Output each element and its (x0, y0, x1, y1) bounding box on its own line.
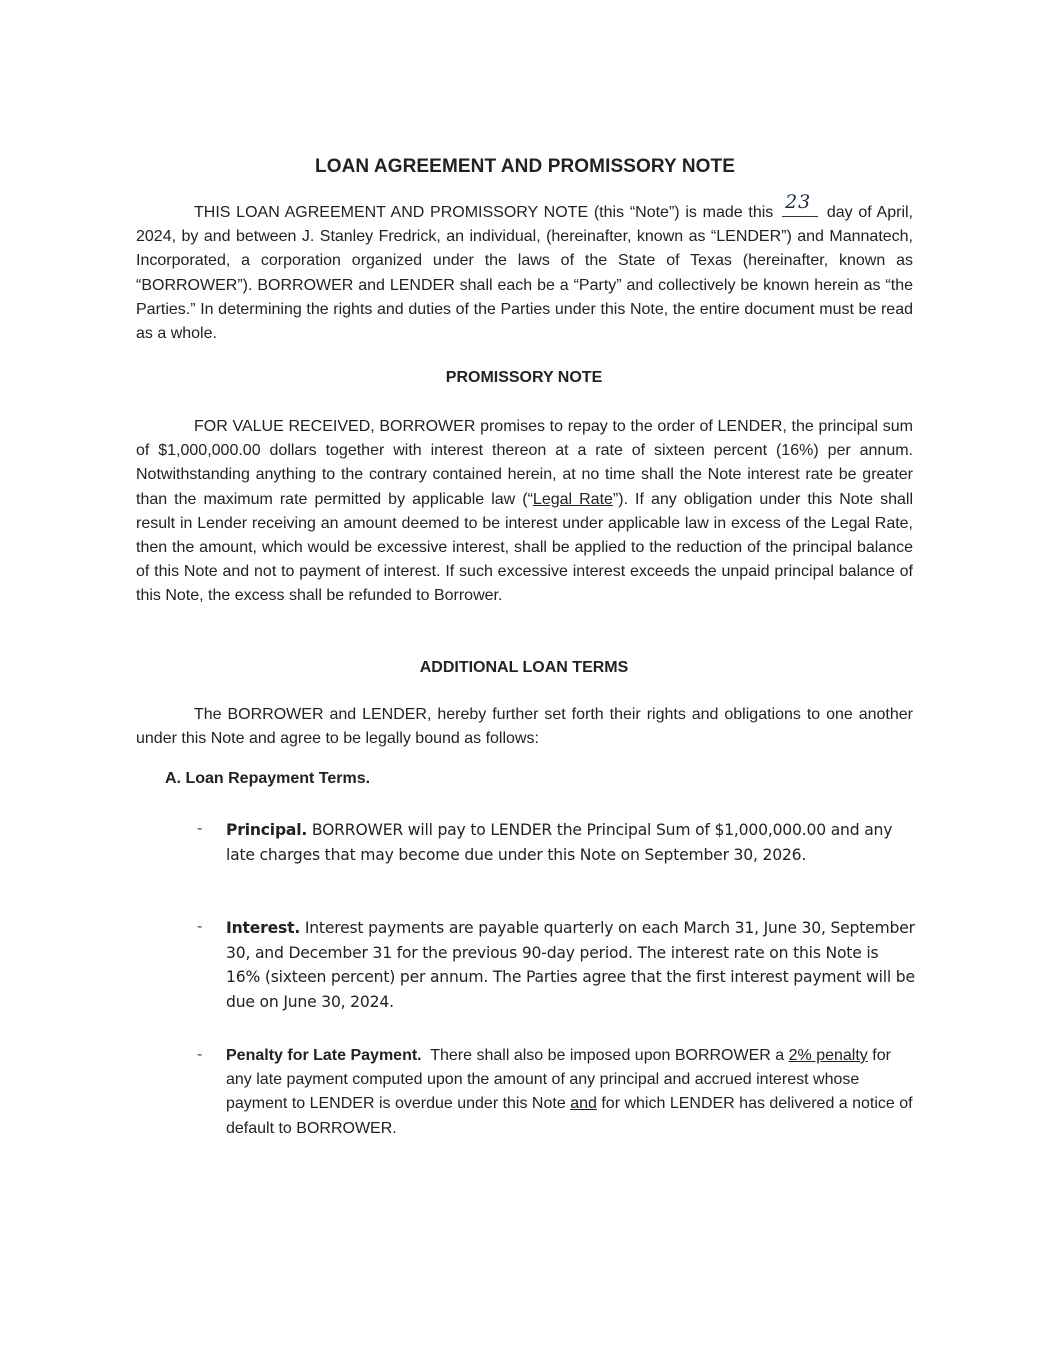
interest-item (226, 916, 916, 1014)
interest-text: Interest payments are payable quarterly on each March 31, June 30, September 30, and December 31 for the previous 90-day period. The interest rate on this Note is 16% (sixteen percent) per annum. The Parties agree that the first interest payment will be due on June 30, 2024. (226, 919, 915, 1011)
interest-label: Interest. (226, 919, 301, 937)
section-a-heading: A. Loan Repayment Terms. (165, 770, 371, 787)
additional-loan-terms-heading: ADDITIONAL LOAN TERMS (419, 659, 629, 676)
additional-intro-text: The BORROWER and LENDER, hereby further set forth their rights and obligations to one another under this Note and agree to be legally bound as follows: (136, 706, 913, 748)
promissory-note-heading: PROMISSORY NOTE (445, 369, 603, 386)
document-title: LOAN AGREEMENT AND PROMISSORY NOTE (314, 156, 736, 177)
penalty-text-1: There shall also be imposed upon BORROWER a (430, 1047, 785, 1064)
penalty-rate: 2% penalty (788, 1047, 868, 1064)
promissory-text-part2: ”). If any obligation under this Note shall result in Lender receiving an amount deemed to be interest under applicable law in excess of the Legal Rate, then the amount, which would be excessive interest, shall be applied to the reduction of the principal balance of this Note and not to payment of interest. If such excessive interest exceeds the unpaid principal balance of this Note, the excess shall be refunded to Borrower. (136, 490, 913, 605)
principal-item (226, 818, 916, 867)
penalty-and: and (570, 1095, 597, 1113)
bullet-dash: - (197, 1046, 203, 1063)
intro-text-after-day: day of April, 2024, by and between J. Stanley Fredrick, an individual, (hereinafter, known as “LENDER”) and Mannatech, Incorporated, a corporation organized under the laws of the State of Texas (hereinafter, known as “BORROWER”). BORROWER and LENDER shall each be a “Party” and collectively be known herein as “the Parties.” In determining the rights and duties of the Parties under this Note, the entire document must be read as a whole. (136, 204, 914, 343)
penalty-text-2: for any late payment computed upon the amount of any principal and accrued interest whose payment to LENDER is overdue under this Note (226, 1047, 891, 1113)
intro-text-before-day: THIS LOAN AGREEMENT AND PROMISSORY NOTE (this “Note”) is made this (194, 204, 774, 221)
bullet-dash: - (197, 820, 203, 837)
penalty-label: Penalty for Late Payment. (226, 1047, 422, 1064)
intro-paragraph (136, 191, 914, 346)
bullet-dash: - (197, 918, 203, 935)
promissory-paragraph (136, 415, 913, 609)
principal-label: Principal. (226, 821, 308, 839)
additional-intro-paragraph (136, 703, 913, 751)
day-blank (782, 191, 818, 217)
principal-text: BORROWER will pay to LENDER the Principal Sum of $1,000,000.00 and any late charges that may become due under this Note on September 30, 2026. (226, 821, 893, 864)
legal-rate-term: Legal Rate (532, 490, 613, 508)
promissory-text-part1: FOR VALUE RECEIVED, BORROWER promises to repay to the order of LENDER, the principal sum of $1,000,000.00 dollars together with interest thereon at a rate of sixteen percent (16%) per annum. Notwithstanding anything to the contrary contained herein, at no time shall the Note interest rate be greater than the maximum rate permitted by applicable law (“ (136, 418, 913, 508)
penalty-item (226, 1044, 916, 1141)
handwritten-day: 23 (785, 191, 812, 213)
penalty-text-3: for which LENDER has delivered a notice of default to BORROWER. (226, 1095, 913, 1137)
